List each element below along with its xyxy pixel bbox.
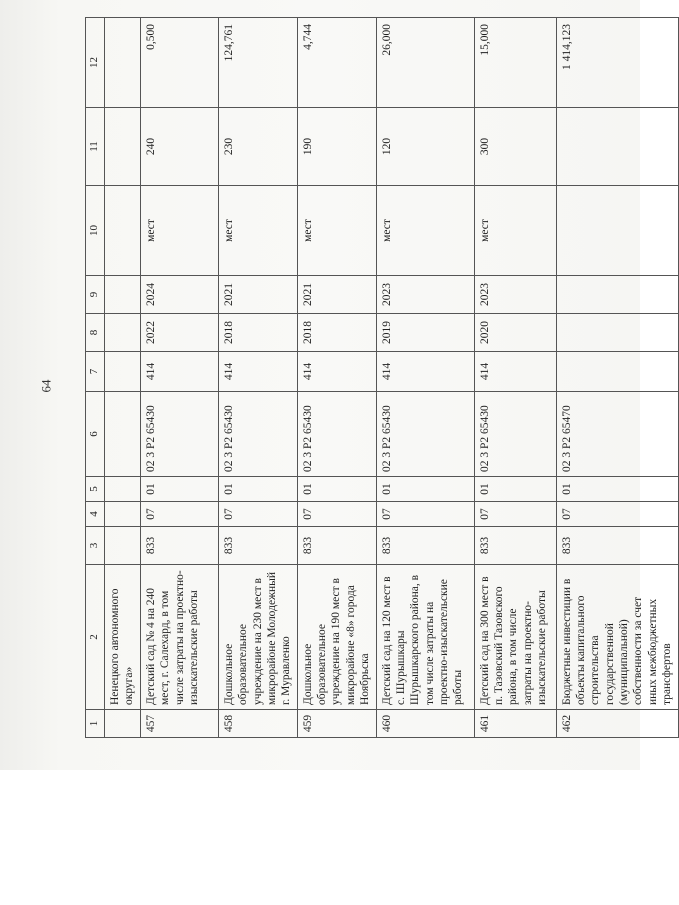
header-cell: 3: [86, 527, 105, 565]
table-row: [105, 18, 141, 738]
table-cell-c12: 15,000: [474, 18, 556, 108]
header-cell: 11: [86, 108, 105, 186]
table-cell-c11: 240: [140, 108, 218, 186]
table-cell-c9: 2021: [297, 276, 376, 314]
table-cell-c11: 120: [376, 108, 474, 186]
table-cell-c1: [105, 710, 141, 738]
table-cell-c1: 458: [218, 710, 297, 738]
table-cell-c10: мест: [376, 186, 474, 276]
table-cell-c1: 459: [297, 710, 376, 738]
table-cell-c8: 2022: [140, 314, 218, 352]
table-cell-c2: Детский сад на 300 мест в п. Тазовский Тазовского района, в том числе затраты на проектно-изыскательские работы: [474, 565, 556, 710]
table-cell-c7: 414: [140, 352, 218, 392]
table-row: [297, 18, 376, 738]
table-cell-c9: 2021: [218, 276, 297, 314]
table-cell-c3: 833: [556, 527, 678, 565]
table-cell-c4: 07: [556, 502, 678, 527]
header-cell: 2: [86, 565, 105, 710]
table-cell-c10: мест: [218, 186, 297, 276]
table-cell-c3: 833: [140, 527, 218, 565]
table-cell-c3: [105, 527, 141, 565]
column-number-row: [86, 18, 105, 738]
table-cell-c11: 300: [474, 108, 556, 186]
table-cell-c12: 4,744: [297, 18, 376, 108]
table-cell-c7: [105, 352, 141, 392]
table-cell-c5: 01: [474, 477, 556, 502]
table-cell-c2: Детский сад № 4 на 240 мест, г. Салехард, в том числе затраты на проектно-изыскательские работы: [140, 565, 218, 710]
table-cell-c10: [105, 186, 141, 276]
table-cell-c4: [105, 502, 141, 527]
table-cell-c10: мест: [297, 186, 376, 276]
table-cell-c10: мест: [474, 186, 556, 276]
table-cell-c8: 2019: [376, 314, 474, 352]
header-cell: 10: [86, 186, 105, 276]
table-cell-c4: 07: [218, 502, 297, 527]
table-cell-c3: 833: [218, 527, 297, 565]
table-cell-c6: 02 3 Р2 65430: [218, 392, 297, 477]
table-cell-c11: 190: [297, 108, 376, 186]
table-cell-c11: [105, 108, 141, 186]
table-cell-c8: 2018: [218, 314, 297, 352]
table-cell-c4: 07: [376, 502, 474, 527]
table-cell-c1: 461: [474, 710, 556, 738]
header-cell: 6: [86, 392, 105, 477]
header-cell: 1: [86, 710, 105, 738]
table-row: [140, 18, 218, 738]
table-cell-c5: 01: [297, 477, 376, 502]
table-row: [376, 18, 474, 738]
header-cell: 5: [86, 477, 105, 502]
table-cell-c3: 833: [297, 527, 376, 565]
table-cell-c7: 414: [218, 352, 297, 392]
table-cell-c10: [556, 186, 678, 276]
budget-table-container: [85, 18, 674, 738]
table-cell-c12: 1 414,123: [556, 18, 678, 108]
table-cell-c5: 01: [376, 477, 474, 502]
table-cell-c1: 457: [140, 710, 218, 738]
table-cell-c3: 833: [474, 527, 556, 565]
table-cell-c2: Ненецкого автономного округа»: [105, 565, 141, 710]
table-cell-c6: 02 3 Р2 65430: [297, 392, 376, 477]
header-cell: 7: [86, 352, 105, 392]
table-cell-c6: 02 3 Р2 65430: [474, 392, 556, 477]
table-cell-c12: 124,761: [218, 18, 297, 108]
table-cell-c9: 2023: [474, 276, 556, 314]
table-row: [218, 18, 297, 738]
table-cell-c9: 2023: [376, 276, 474, 314]
table-row: [556, 18, 678, 738]
table-cell-c10: мест: [140, 186, 218, 276]
table-cell-c9: [556, 276, 678, 314]
table-cell-c11: 230: [218, 108, 297, 186]
table-cell-c2: Бюджетные инвестиции в объекты капитального строительства государственной (муниципальной) собственности за счет иных межбюджетных трансфертов: [556, 565, 678, 710]
table-row: [474, 18, 556, 738]
table-cell-c7: [556, 352, 678, 392]
header-cell: 4: [86, 502, 105, 527]
budget-table: [85, 17, 679, 738]
table-cell-c4: 07: [474, 502, 556, 527]
table-cell-c5: [105, 477, 141, 502]
table-cell-c12: [105, 18, 141, 108]
table-cell-c7: 414: [297, 352, 376, 392]
table-cell-c5: 01: [218, 477, 297, 502]
table-cell-c6: 02 3 Р2 65470: [556, 392, 678, 477]
table-cell-c4: 07: [140, 502, 218, 527]
table-cell-c7: 414: [474, 352, 556, 392]
table-cell-c9: [105, 276, 141, 314]
table-cell-c6: [105, 392, 141, 477]
table-cell-c12: 0,500: [140, 18, 218, 108]
page-number: 64: [38, 379, 54, 393]
table-cell-c8: [105, 314, 141, 352]
table-cell-c11: [556, 108, 678, 186]
table-cell-c8: 2018: [297, 314, 376, 352]
table-cell-c2: Детский сад на 120 мест в с. Шурышкары Шурышкарского района, в том числе затраты на проектно-изыскательские работы: [376, 565, 474, 710]
table-cell-c5: 01: [556, 477, 678, 502]
header-cell: 12: [86, 18, 105, 108]
header-cell: 9: [86, 276, 105, 314]
table-cell-c8: [556, 314, 678, 352]
table-cell-c4: 07: [297, 502, 376, 527]
table-cell-c3: 833: [376, 527, 474, 565]
table-cell-c12: 26,000: [376, 18, 474, 108]
table-cell-c8: 2020: [474, 314, 556, 352]
table-cell-c2: Дошкольное образовательное учреждение на 230 мест в микрорайоне Молодежный г. Муравленко: [218, 565, 297, 710]
table-cell-c7: 414: [376, 352, 474, 392]
table-cell-c1: 460: [376, 710, 474, 738]
table-cell-c5: 01: [140, 477, 218, 502]
table-cell-c2: Дошкольное образовательное учреждение на 190 мест в микрорайоне «8» города Ноябрьска: [297, 565, 376, 710]
table-cell-c6: 02 3 Р2 65430: [376, 392, 474, 477]
table-cell-c6: 02 3 Р2 65430: [140, 392, 218, 477]
table-cell-c9: 2024: [140, 276, 218, 314]
header-cell: 8: [86, 314, 105, 352]
table-cell-c1: 462: [556, 710, 678, 738]
